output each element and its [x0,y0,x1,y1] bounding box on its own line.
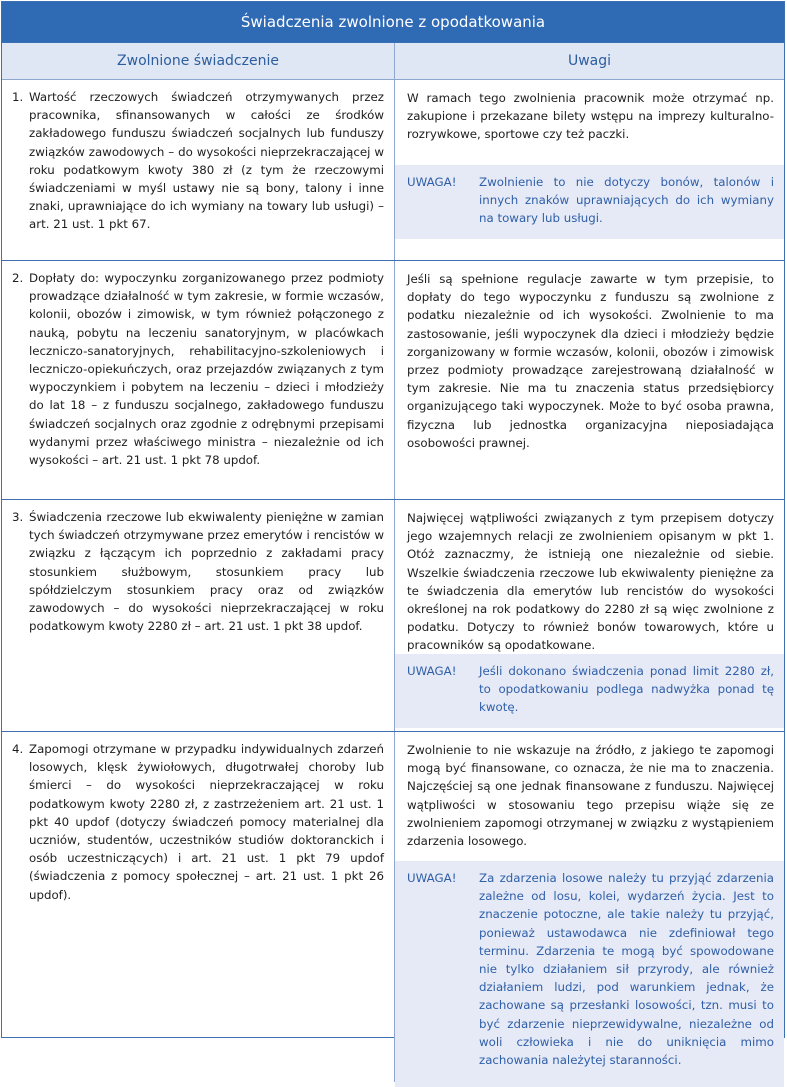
exemptions-table [1,1,785,1068]
benefit-text: Zapomogi otrzymane w przypadku indywidualnych zdarzeń losowych, klęsk żywiołowych, długotrwałej choroby lub śmierci – do wysokości nieprzekraczającej w roku podatkowym kwoty 2280 zł, z zastrzeżeniem art. 21 ust. 1 pkt 40 updof (dotyczy świadczeń pomocy materialnej dla uczniów, studentów, uczestników studiów doktoranckich i osób uczestniczących) i art. 21 ust. 1 pkt 79 updof (świadczenia z pomocy społecznej – art. 21 ust. 1 pkt 26 updof). [29,742,384,902]
item-number: 3. [12,510,24,524]
warning-text: Za zdarzenia losowe należy tu przyjąć zdarzenia zależne od losu, kolei, wydarzeń życia. Jest to znaczenie potoczne, ale takie należy tu przyjąć, ponieważ ustawodawca nie zdefiniował tego terminu. Zdarzenia te mogą być spowodowane nie tylko działaniem sił przyrody, ale również działaniem ludzi, pod warunkiem jednak, że zachowane są przesłanki losowości, tzn. musi to być zdarzenie nieprzewidywalne, niezależne od woli człowieka i nie do uniknięcia mimo zachowania należytej staranności. [479,871,774,1068]
item-number: 1. [12,90,24,104]
benefit-text: Dopłaty do: wypoczynku zorganizowanego przez podmioty prowadzące działalność w tym zakresie, w formie wczasów, kolonii, obozów i zimowisk, w tym również połączonego z nauką, pobytu na leczeniu sanatoryjnym, w placówkach leczniczo-sanatoryjnych, rehabilitacyjno-szkoleniowych i leczniczo-opiekuńczych, oraz przejazdów związanych z tym wypoczynkiem i pobytem na leczeniu – dzieci i młodzieży do lat 18 – z funduszu socjalnego, zakładowego funduszu świadczeń socjalnych oraz zgodnie z odrębnymi przepisami wydanymi przez właściwego ministra – niezależnie od ich wysokości – art. 21 ust. 1 pkt 78 updof. [29,271,384,468]
benefit-text: Wartość rzeczowych świadczeń otrzymywanych przez pracownika, sfinansowanych w całości ze środków zakładowego funduszu świadczeń socjalnych lub funduszy związków zawodowych – do wysokości nieprzekraczającej w roku podatkowym kwoty 380 zł (z tym że rzeczowymi świadczeniami w myśl ustawy nie są bony, talony i inne znaki, uprawniające do ich wymiany na towary lub usługi) – art. 21 ust. 1 pkt 67. [29,90,384,232]
remarks-cell [395,80,784,260]
remarks-cell [395,732,784,1082]
remarks-cell [395,261,784,499]
benefit-cell [2,261,395,499]
remark-text: Najwięcej wątpliwości związanych z tym przepisem dotyczy jego wzajemnych relacji ze zwolnieniem opisanym w pkt 1. Otóż zaznaczmy, że istnieją one niezależnie od siebie. Wszelkie świadczenia rzeczowe lub ekwiwalenty pieniężne za te świadczenia dla emerytów lub rencistów do wysokości określonej na rok podatkowy do 2280 zł są więc zwolnione z podatku. Dotyczy to również bonów towarowych, które u pracowników są opodatkowane. [407,511,774,653]
header-exempt-benefit: Zwolnione świadczenie [2,43,395,79]
benefit-text: Świadczenia rzeczowe lub ekwiwalenty pieniężne w zamian tych świadczeń otrzymywane przez emerytów i rencistów w związku z łączącym ich poprzednio z zakładami pracy stosunkiem służbowym, stosunkiem pracy lub spółdzielczym stosunkiem pracy oraz od związków zawodowych – do wysokości nieprzekraczającej w roku podatkowym kwoty 2280 zł – art. 21 ust. 1 pkt 38 updof. [29,510,384,634]
warning-box [395,861,784,1087]
table-row [2,732,784,1082]
warning-label: UWAGA! [407,175,457,189]
warning-text: Zwolnienie to nie dotyczy bonów, talonów i innych znaków uprawniających do ich wymiany na towary lub usługi. [479,175,774,226]
item-number: 4. [12,742,24,756]
benefit-cell [2,732,395,1082]
header-remarks: Uwagi [567,53,612,69]
warning-box [395,654,784,728]
remarks-cell [395,500,784,731]
item-number: 2. [12,271,24,285]
warning-text: Jeśli dokonano świadczenia ponad limit 2280 zł, to opodatkowaniu podlega nadwyżka ponad tę kwotę. [479,664,774,715]
benefit-cell [2,500,395,731]
table-title: Świadczenia zwolnione z opodatkowania [2,2,784,43]
remark-text: Jeśli są spełnione regulacje zawarte w tym przepisie, to dopłaty do tego wypoczynku z funduszu są zwolnione z podatku niezależnie od ich wysokości. Zwolnienie to ma zastosowanie, jeśli wypoczynek dla dzieci i młodzieży będzie zorganizowany w formie wczasów, kolonii, obozów i zimowisk przez podmioty prowadzące zarejestrowaną działalność w tym zakresie. Nie ma tu znaczenia status przedsiębiorcy organizującego taki wypoczynek. Może to być osoba prawna, fizyczna lub jednostka organizacyjna nieposiadająca osobowości prawnej. [407,272,774,450]
benefit-cell [2,80,395,260]
remark-text: W ramach tego zwolnienia pracownik może otrzymać np. zakupione i przekazane bilety wstępu na imprezy kulturalno-rozrywkowe, sportowe czy też paczki. [407,91,774,142]
warning-label: UWAGA! [407,871,457,885]
table-row [2,80,784,261]
remark-text: Zwolnienie to nie wskazuje na źródło, z jakiego te zapomogi mogą być finansowane, co oznacza, że nie ma to znaczenia. Najczęściej są one jednak finansowane z funduszu. Najwięcej wątpliwości w stosowaniu tego przepisu wiąże się ze zwolnieniem zapomogi otrzymanej w związku z wystąpieniem zdarzenia losowego. [407,743,774,849]
table-row [2,500,784,732]
table-header [2,43,784,80]
warning-box [395,165,784,239]
table-row [2,261,784,500]
warning-label: UWAGA! [407,664,457,678]
